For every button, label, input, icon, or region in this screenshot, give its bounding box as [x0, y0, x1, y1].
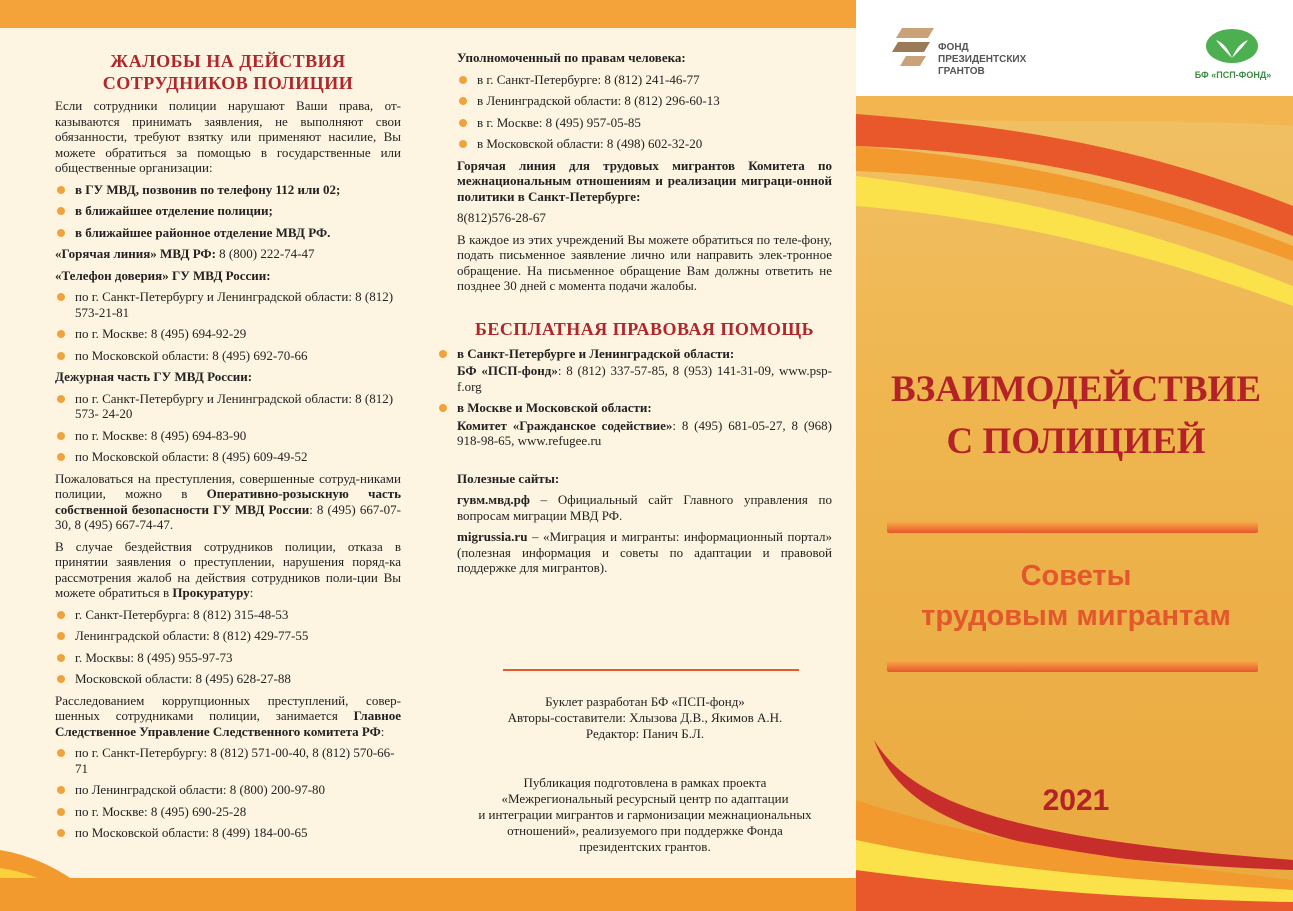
legal-aid-list — [437, 346, 832, 362]
mvd-hotline — [55, 246, 401, 262]
contacts-column — [457, 50, 832, 582]
top-swoosh-decoration — [856, 96, 1293, 306]
list-item: в ГУ МВД, позвонив по телефону 112 или 02; — [55, 182, 401, 198]
cover-title — [876, 364, 1276, 468]
publication-line: Публикация подготовлена в рамках проекта — [523, 775, 767, 790]
list-item: г. Москвы: 8 (495) 955-97-73 — [55, 650, 401, 666]
list-item: в ближайшее отделение полиции; — [55, 203, 401, 219]
ombudsman-heading: Уполномоченный по правам человека: — [457, 50, 686, 65]
presidential-grants-logo-icon — [892, 28, 934, 68]
list-item: в г. Санкт-Петербурге: 8 (812) 241-46-77 — [457, 72, 832, 88]
site-migrussia-name: migrussia.ru — [457, 529, 528, 544]
credits-line: Редактор: Панич Б.Л. — [585, 726, 705, 741]
legal-aid-list-2 — [437, 400, 832, 416]
publication-line: президентских грантов. — [579, 839, 711, 854]
cover-subtitle — [876, 556, 1276, 636]
site-gu-mvd-text: – Официальный сайт Главного управления по вопросам миграции МВД РФ. — [457, 492, 832, 523]
duty-list — [55, 391, 401, 465]
corruption-paragraph — [55, 693, 401, 740]
corruption-colon: : — [380, 723, 385, 739]
internal-security-text: Пожаловаться на преступления, совершенные сотруд-никами полиции, можно в — [55, 470, 401, 501]
list-item: в г. Москве: 8 (495) 957-05-85 — [457, 115, 832, 131]
useful-sites-heading: Полезные сайты: — [457, 470, 560, 486]
internal-security-paragraph — [55, 471, 401, 533]
list-item: по Московской области: 8 (495) 609-49-52 — [55, 449, 401, 465]
site-migrussia — [457, 529, 832, 576]
corruption-org: Главное Следственное Управление Следственного комитета РФ — [55, 708, 401, 739]
list-item: по г. Санкт-Петербургу и Ленинградской области: 8 (812) 573- 24-20 — [55, 391, 401, 422]
site-migrussia-text: – «Миграция и мигранты: информационный портал» (полезная информация и советы по адаптации и правовой поддержке для мигрантов). — [457, 529, 832, 575]
list-item: по Московской области: 8 (495) 692-70-66 — [55, 348, 401, 364]
bottom-orange-bar — [0, 878, 856, 911]
logo-text-line: ФОНД — [938, 42, 969, 53]
migrant-hotline-phone: 8(812)576-28-67 — [457, 210, 546, 225]
list-item: по Московской области: 8 (499) 184-00-65 — [55, 825, 401, 841]
publication-line: «Межрегиональный ресурсный центр по адаптации — [501, 791, 789, 806]
psp-fund-logo-text: БФ «ПСП-ФОНД» — [1194, 70, 1272, 80]
cover-rule-bottom — [887, 660, 1258, 672]
prosecutor-paragraph — [55, 539, 401, 601]
list-item: Ленинградской области: 8 (812) 429-77-55 — [55, 628, 401, 644]
trust-phone-heading: «Телефон доверия» ГУ МВД России: — [55, 267, 271, 283]
legal-aid-spb — [457, 363, 832, 394]
cover-subtitle-line2: трудовым мигрантам — [921, 600, 1231, 632]
internal-security-org: Оперативно-розыскную часть собственной безопасности ГУ МВД России — [55, 486, 401, 517]
migrant-hotline-heading: Горячая линия для трудовых мигрантов Комитета по межнациональным отношениям и реализации миграци-онной политики в Санкт-Петербурге: — [457, 157, 832, 204]
prosecutor-org: Прокуратуру — [172, 585, 250, 600]
appeal-paragraph: В каждое из этих учреждений Вы можете обратиться по теле-фону, подать письменное заявление лично или направить элек-тронное обращение. На письменное обращение Вам должны ответить не позднее 30 дней с момента подачи жалобы. — [457, 231, 832, 293]
legal-aid-msk — [457, 418, 832, 449]
complaints-column — [55, 50, 401, 847]
prosecutor-list — [55, 607, 401, 687]
cover-title-line2: С ПОЛИЦИЕЙ — [946, 421, 1206, 462]
bottom-swoosh-decoration — [856, 730, 1293, 911]
mvd-hotline-label: «Горячая линия» МВД РФ: — [55, 246, 216, 261]
cover-rule-top — [887, 521, 1258, 533]
publication-line: и интеграции мигрантов и гармонизации межнациональных — [478, 807, 812, 822]
presidential-grants-logo-text — [938, 42, 1026, 78]
list-item: в Московской области: 8 (498) 602-32-20 — [457, 136, 832, 152]
legal-aid-spb-org: БФ «ПСП-фонд» — [457, 363, 558, 378]
list-item: г. Санкт-Петербурга: 8 (812) 315-48-53 — [55, 607, 401, 623]
internal-security-phones: : 8 (495) 667-07-30, 8 (495) 667-74-47. — [55, 501, 401, 532]
contact-options-list — [55, 182, 401, 241]
list-item: в Санкт-Петербурге и Ленинградской области: — [437, 346, 832, 362]
top-orange-bar — [0, 0, 856, 28]
complaints-heading-line1: ЖАЛОБЫ НА ДЕЙСТВИЯ — [110, 51, 346, 71]
cover-title-line1: ВЗАИМОДЕЙСТВИЕ — [890, 369, 1262, 410]
site-gu-mvd — [457, 492, 832, 523]
psp-fund-logo-icon — [1204, 26, 1260, 66]
list-item: по г. Москве: 8 (495) 694-92-29 — [55, 326, 401, 342]
publication-note — [440, 775, 850, 855]
list-item: Московской области: 8 (495) 628-27-88 — [55, 671, 401, 687]
list-item: по г. Санкт-Петербургу: 8 (812) 571-00-40, 8 (812) 570-66-71 — [55, 745, 401, 776]
list-item: в Москве и Московской области: — [437, 400, 832, 416]
legal-aid-msk-org: Комитет «Гражданское содействие» — [457, 417, 673, 433]
duty-heading: Дежурная часть ГУ МВД России: — [55, 369, 253, 384]
credits-divider — [503, 669, 799, 671]
cover-panel — [856, 0, 1293, 911]
logo-text-line: ГРАНТОВ — [938, 66, 985, 77]
corruption-text: Расследованием коррупционных преступлений, совер-шенных сотрудниками полиции, занимается — [55, 692, 401, 723]
trust-phone-list — [55, 289, 401, 363]
legal-aid-heading: БЕСПЛАТНАЯ ПРАВОВАЯ ПОМОЩЬ — [475, 318, 814, 339]
publication-line: отношений», реализуемого при поддержке Фонда — [507, 823, 783, 838]
credits-block — [460, 694, 830, 742]
ombudsman-list — [457, 72, 832, 152]
cover-year: 2021 — [1042, 784, 1110, 817]
cover-subtitle-line1: Советы — [1020, 560, 1132, 592]
credits-line: Буклет разработан БФ «ПСП-фонд» — [545, 694, 745, 709]
prosecutor-text: В случае бездействия сотрудников полиции, отказа в принятии заявления о преступлении, нарушения поряд-ка рассмотрения жалоб на действия сотрудников поли-ции Вы можете обратиться в — [55, 538, 401, 600]
legal-aid-spb-contacts: : 8 (812) 337-57-85, 8 (953) 141-31-09, www.psp-f.org — [457, 363, 832, 394]
list-item: по г. Санкт-Петербургу и Ленинградской области: 8 (812) 573-21-81 — [55, 289, 401, 320]
list-item: по г. Москве: 8 (495) 690-25-28 — [55, 804, 401, 820]
list-item: по г. Москве: 8 (495) 694-83-90 — [55, 428, 401, 444]
list-item: по Ленинградской области: 8 (800) 200-97-80 — [55, 782, 401, 798]
site-gu-mvd-name: гувм.мвд.рф — [457, 492, 530, 507]
credits-line: Авторы-составители: Хлызова Д.В., Якимов А.Н. — [507, 710, 783, 725]
prosecutor-colon: : — [249, 585, 254, 600]
complaints-heading-line2: СОТРУДНИКОВ ПОЛИЦИИ — [102, 73, 354, 93]
mvd-hotline-value: 8 (800) 222-74-47 — [215, 246, 315, 261]
logo-text-line: ПРЕЗИДЕНТСКИХ — [938, 54, 1027, 65]
list-item: в Ленинградской области: 8 (812) 296-60-13 — [457, 93, 832, 109]
list-item: в ближайшее районное отделение МВД РФ. — [55, 225, 401, 241]
complaints-heading — [55, 50, 401, 94]
legal-aid-msk-contacts: : 8 (495) 681-05-27, 8 (968) 918-98-65, www.refugee.ru — [457, 417, 832, 448]
corruption-list — [55, 745, 401, 841]
complaints-intro: Если сотрудники полиции нарушают Ваши права, от-казываются принимать заявления, не выполняют свои обязанности, требуют взятку или применяют насилие, Вы можете обратиться за помощью в государственные или общественные организации: — [55, 98, 401, 175]
